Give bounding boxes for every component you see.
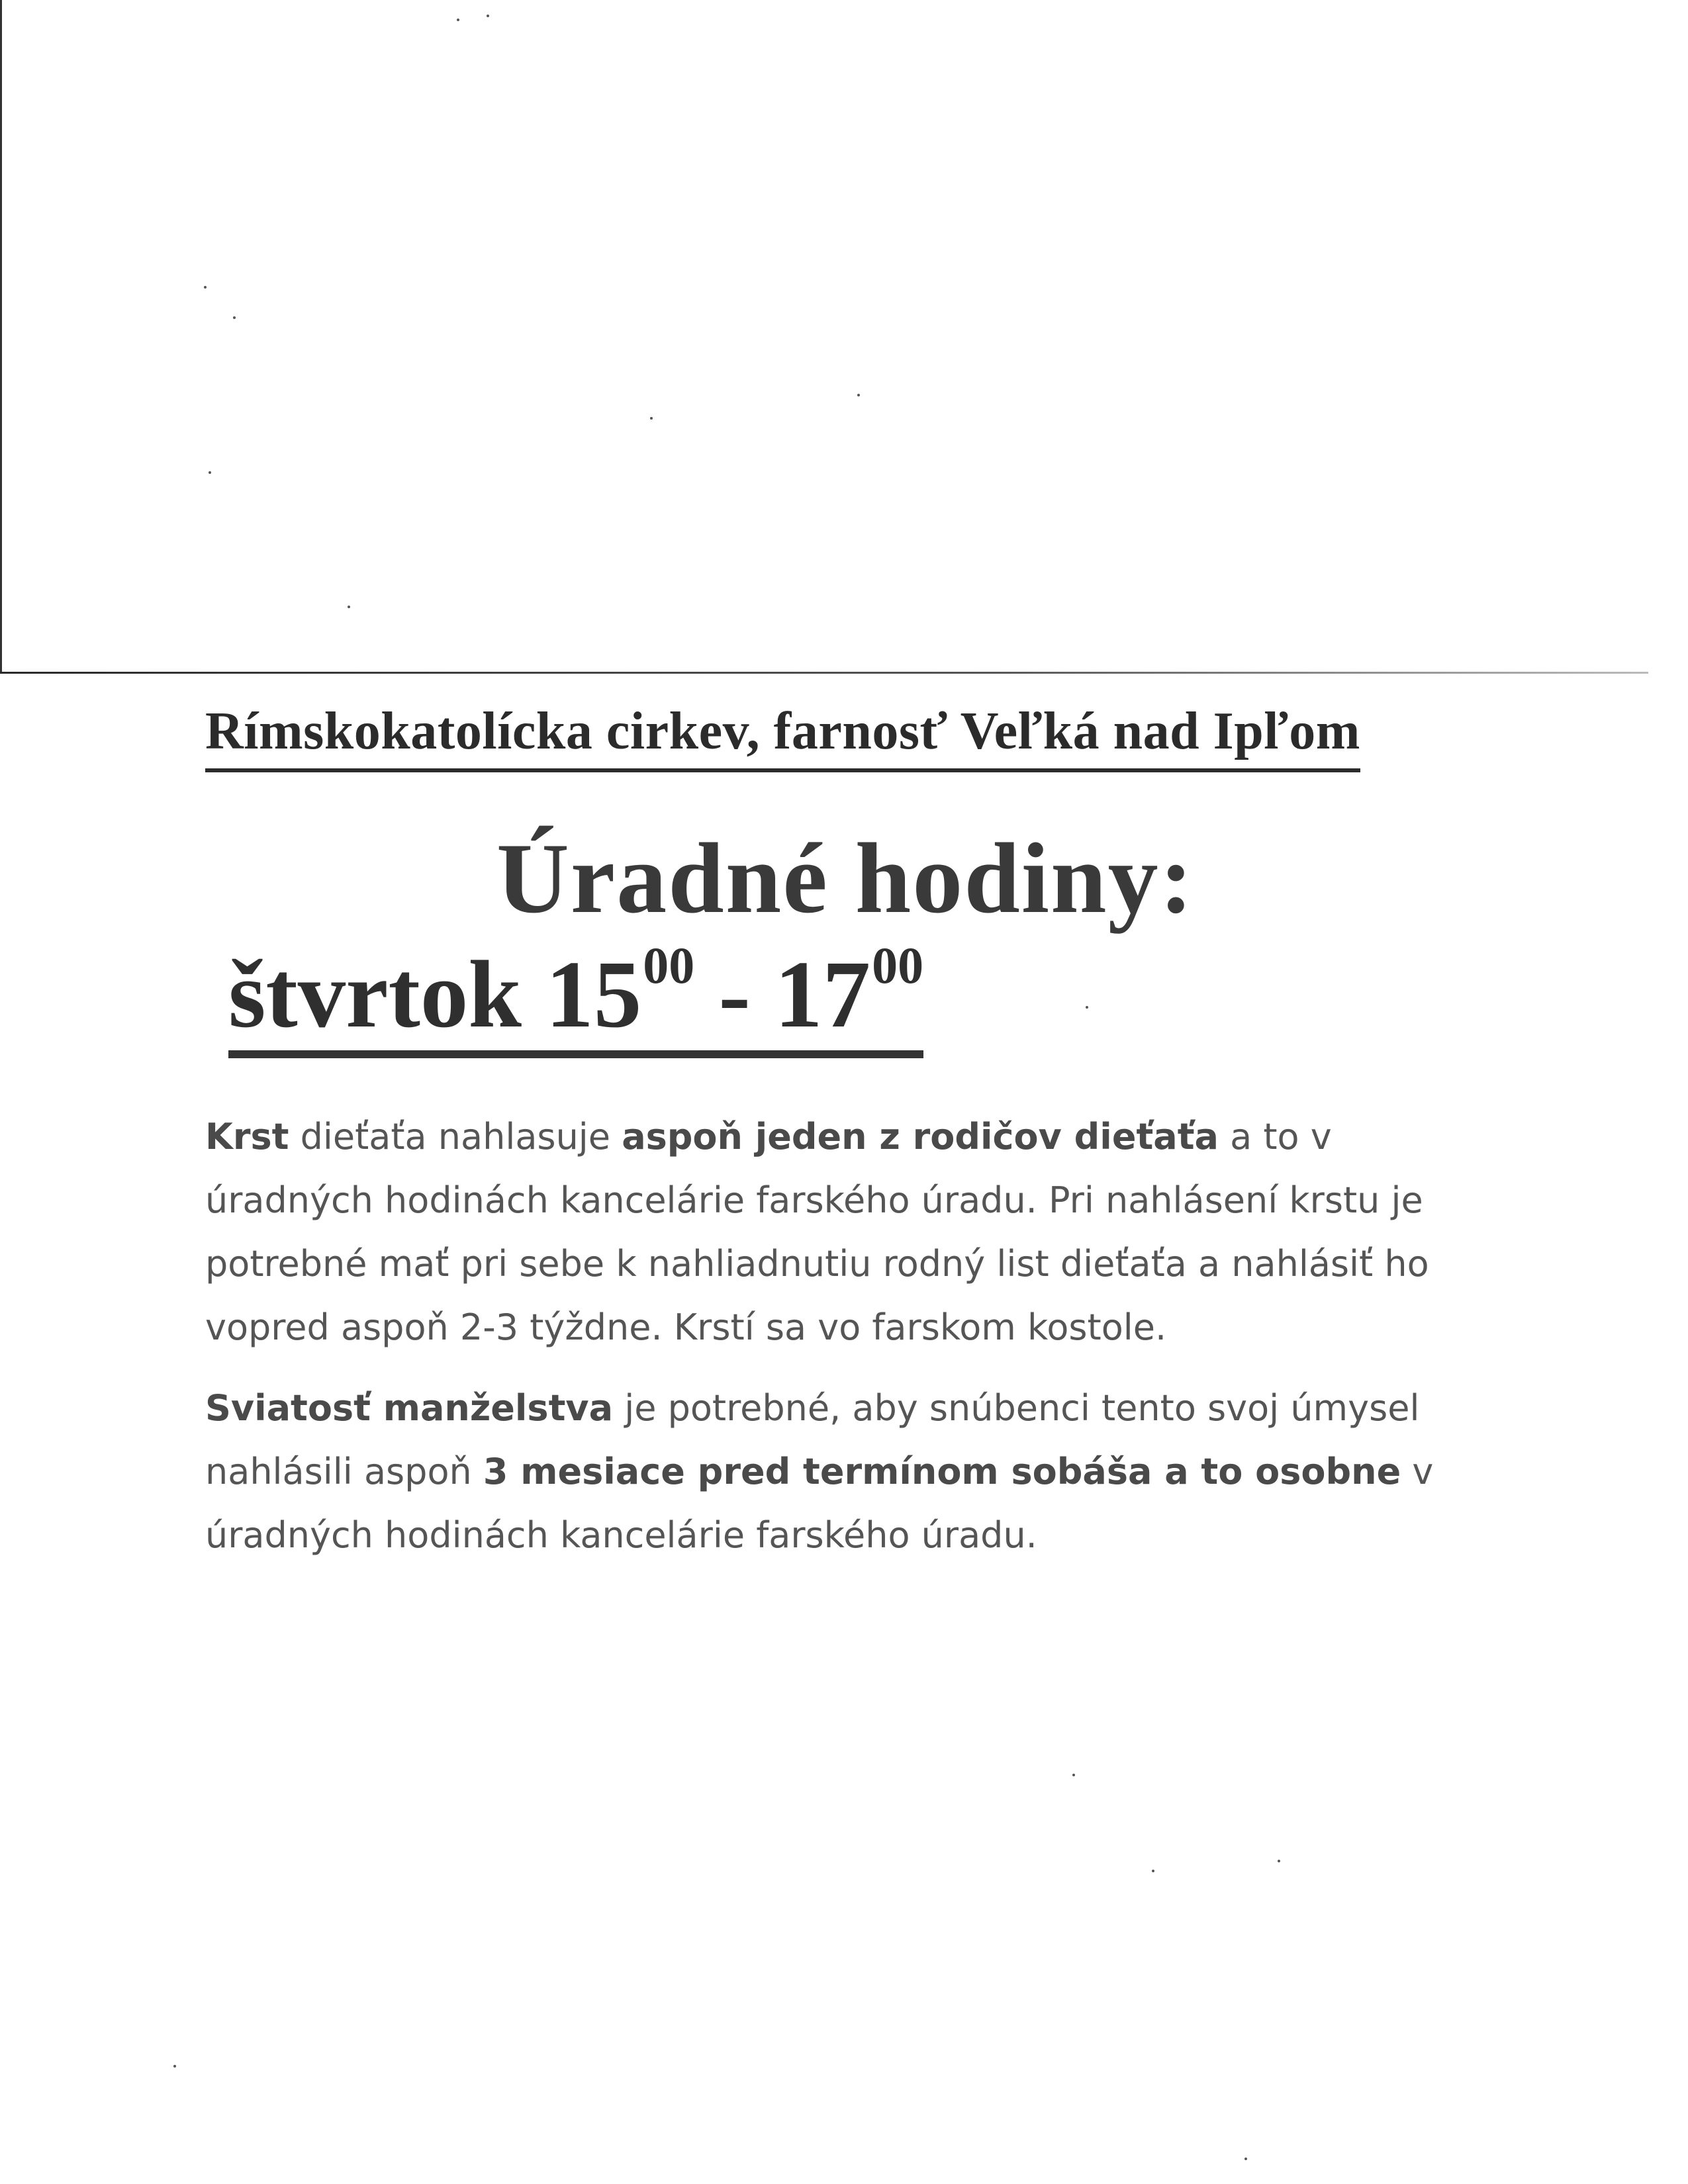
- scan-speck: [204, 286, 207, 289]
- scan-speck: [487, 15, 489, 17]
- hours-end-minutes: 00: [872, 936, 924, 994]
- hours-separator: -: [718, 942, 751, 1048]
- marriage-bold-1: 3 mesiace pred termínom sobáša a to osobne: [483, 1451, 1401, 1492]
- scan-speck: [1278, 1860, 1280, 1862]
- marriage-paragraph: [205, 1377, 1463, 1567]
- marriage-text-2: v úradných hodinách kancelárie farského úradu.: [205, 1451, 1434, 1556]
- baptism-text-2: a to v úradných hodinách kancelárie farského úradu. Pri nahlásení krstu je potrebné mať pri sebe k nahliadnutiu rodný list dieťaťa a nahlásiť ho vopred aspoň 2-3 týždne. Krstí sa vo farskom kostole.: [205, 1116, 1429, 1348]
- baptism-lead: Krst: [205, 1116, 289, 1158]
- baptism-bold-1: aspoň jeden z rodičov dieťaťa: [622, 1116, 1219, 1158]
- fold-line: [0, 672, 1648, 674]
- office-hours-time: [228, 936, 924, 1058]
- office-hours-title: Úradné hodiny:: [496, 823, 1195, 934]
- scan-speck: [857, 394, 860, 396]
- scan-speck: [348, 606, 350, 608]
- scan-speck: [173, 2065, 176, 2068]
- scan-left-edge: [0, 0, 2, 674]
- baptism-paragraph: [205, 1105, 1463, 1359]
- scan-speck: [1244, 2158, 1247, 2160]
- hours-end-hour: 17: [774, 942, 871, 1048]
- hours-start-minutes: 00: [643, 936, 695, 994]
- marriage-text-1: je potrebné, aby snúbenci tento svoj úmysel nahlásili aspoň: [205, 1387, 1420, 1492]
- scan-speck: [209, 471, 211, 474]
- scan-speck: [1086, 1006, 1088, 1009]
- baptism-text-1: dieťaťa nahlasuje: [289, 1116, 622, 1158]
- scan-speck: [233, 316, 236, 319]
- scan-speck: [1072, 1774, 1075, 1776]
- scan-speck: [650, 417, 653, 420]
- hours-day: štvrtok: [228, 942, 522, 1048]
- hours-start-hour: 15: [545, 942, 642, 1048]
- parish-header: Rímskokatolícka cirkev, farnosť Veľká nad Ipľom: [205, 702, 1360, 772]
- marriage-lead: Sviatosť manželstva: [205, 1387, 614, 1429]
- scan-speck: [1152, 1870, 1154, 1872]
- scan-speck: [457, 19, 459, 21]
